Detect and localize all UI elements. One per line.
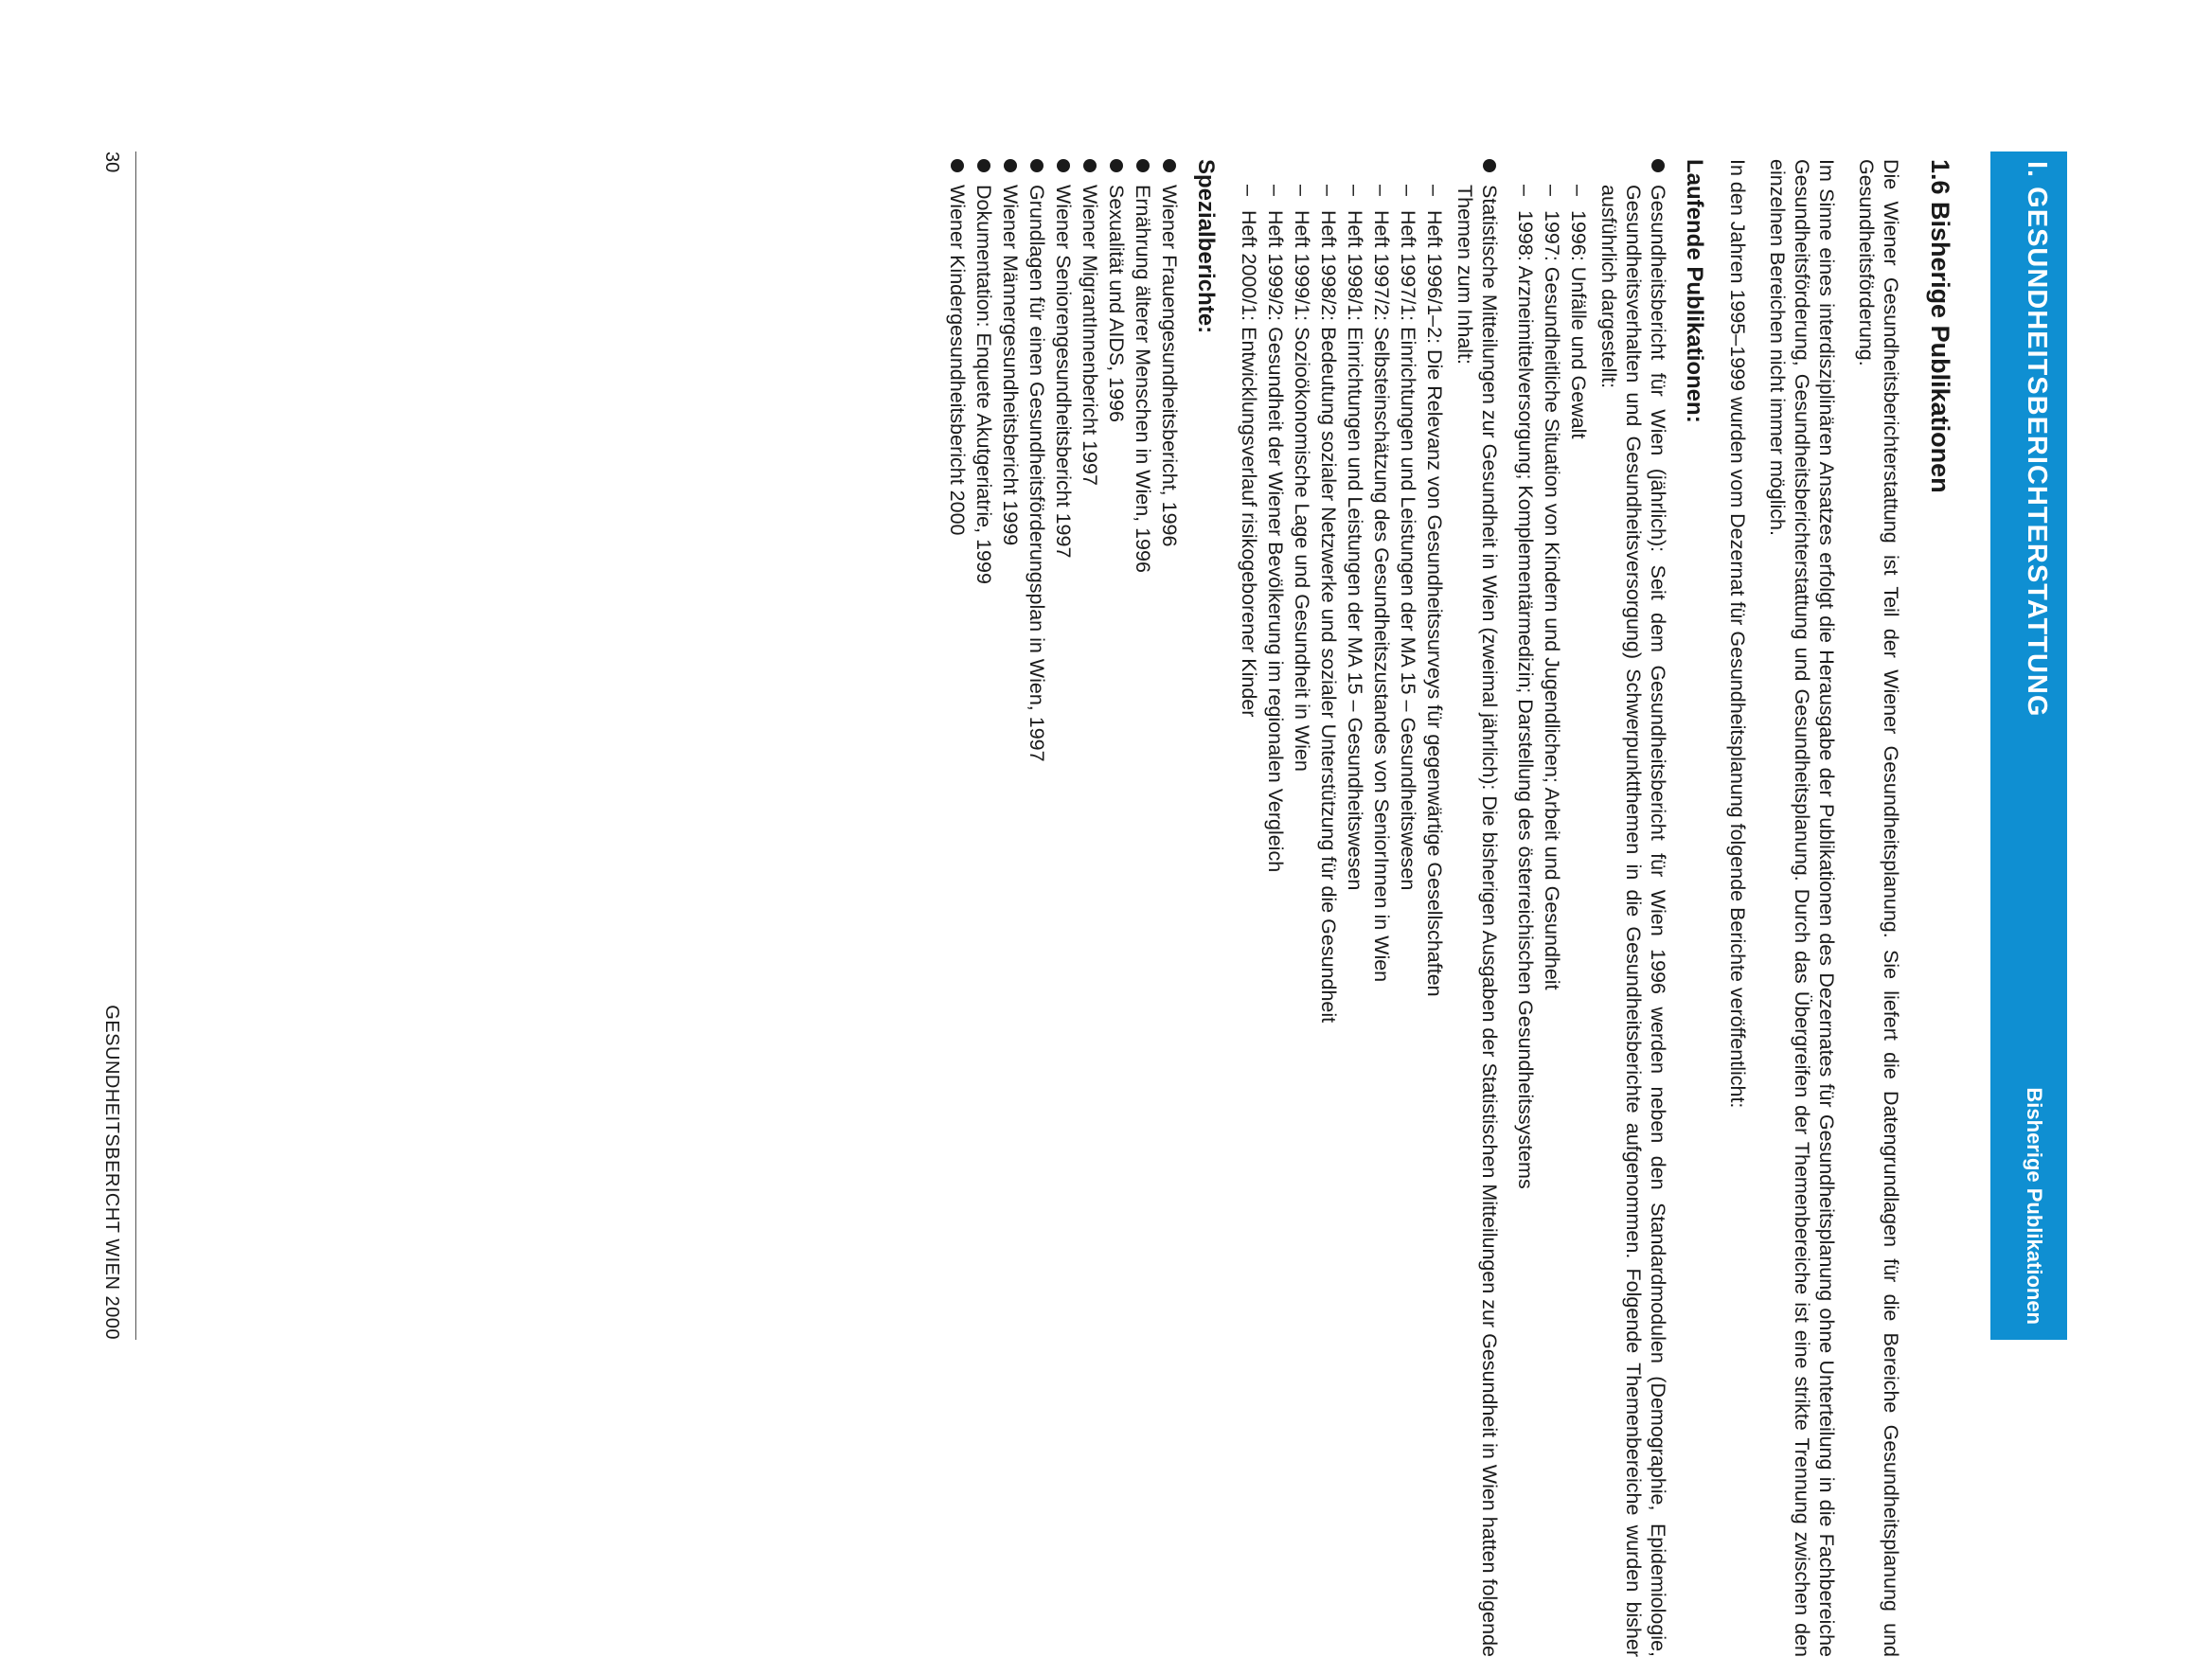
- dash-icon: –: [1370, 185, 1393, 196]
- list-item-text: Wiener Männergesundheitsbericht 1999: [999, 185, 1022, 546]
- list-item-text: Wiener Kindergesundheitsbericht 2000: [946, 185, 969, 536]
- list-item-text: Dokumentation: Enquete Akutgeriatrie, 1999: [972, 185, 995, 584]
- sub-list-item: [1290, 185, 1314, 1657]
- header-bar: [1990, 151, 2067, 1340]
- spezial-heading: Spezialberichte:: [1193, 159, 1219, 334]
- bullet-icon: [1651, 159, 1665, 172]
- list-item-text: Sexualität und AIDS, 1996: [1105, 185, 1128, 423]
- sub-list-item-text: Heft 1998/2: Bedeutung sozialer Netzwerke und sozialer Unterstützung für die Gesundheit: [1317, 210, 1340, 1024]
- laufende-heading: Laufende Publikationen:: [1682, 159, 1707, 423]
- list-item: [1078, 159, 1102, 1657]
- sub-list-item: [1396, 185, 1420, 1657]
- list-item: [1157, 159, 1182, 1657]
- list-item: [1237, 159, 1502, 1657]
- running-header-subtitle: Bisherige Publikationen: [2023, 1087, 2046, 1325]
- bullet-icon: [1004, 159, 1017, 172]
- intro-paragraph: Die Wiener Gesundheitsberichterstattung ist Teil der Wiener Gesundheitsplanung. Sie liefert die Datengrundlagen für die Bereiche Gesundheitsplanung und Gesundheitsförderung.: [1855, 159, 1902, 1657]
- bullet-icon: [1083, 159, 1097, 172]
- sub-list-item: [1513, 185, 1538, 1657]
- bullet-icon: [951, 159, 964, 172]
- footer-publication-title: GESUNDHEITSBERICHT WIEN 2000: [101, 1005, 122, 1340]
- bullet-icon: [1110, 159, 1123, 172]
- list-item: [998, 159, 1023, 1657]
- sub-list-item: [1422, 185, 1447, 1657]
- bullet-icon: [977, 159, 990, 172]
- list-item-text: Wiener Seniorengesundheitsbericht 1997: [1052, 185, 1075, 559]
- list-item: [972, 159, 996, 1657]
- dash-icon: –: [1291, 185, 1313, 196]
- sub-list-item-text: Heft 1999/1: Sozioökonomische Lage und Gesundheit in Wien: [1291, 210, 1313, 772]
- bullet-icon: [1030, 159, 1044, 172]
- sub-list-item-text: Heft 1997/1: Einrichtungen und Leistungen der MA 15 – Gesundheitswesen: [1397, 210, 1419, 891]
- list-item: [1513, 159, 1670, 1657]
- footer-rule: [135, 151, 136, 1340]
- dash-icon: –: [1238, 185, 1260, 196]
- sub-list-item: [1343, 185, 1367, 1657]
- laufende-list: [1237, 159, 1670, 1657]
- spezial-list: [945, 159, 1182, 1657]
- sub-list-item-text: Heft 1998/1: Einrichtungen und Leistungen der MA 15 – Gesundheitswesen: [1344, 210, 1366, 891]
- list-item-text: Statistische Mitteilungen zur Gesundheit in Wien (zweimal jährlich): Die bisherigen Ausgaben der Statistischen Mitteilungen zur Gesundheit in Wien hatten folgende Themen zum Inhalt:: [1454, 185, 1501, 1657]
- sub-list-item: [1369, 185, 1394, 1657]
- list-item-text: Gesundheitsbericht für Wien (jährlich): Seit dem Gesundheitsbericht für Wien 1996 werden neben den Standardmodulen (Demographie, Epidemiologie, Gesundheitsverhalten und Gesundheitsversorgung) Schwerpunktthemen in die Gesundheitsberichte aufgenommen. Folgende Themenbereiche wurden bisher ausführlich dargestellt:: [1597, 185, 1669, 1657]
- main-content: [943, 159, 1956, 1657]
- sub-list-item: [1566, 185, 1591, 1657]
- sub-list-item-text: Heft 1999/2: Gesundheit der Wiener Bevölkerung im regionalen Vergleich: [1264, 210, 1287, 873]
- approach-paragraph: Im Sinne eines interdisziplinären Ansatzes erfolgt die Herausgabe der Publikationen des Dezernates für Gesundheitsplanung ohne Unterteilung in die Fachbereiche Gesundheitsförderung, Gesundheitsberichterstattung und Gesundheitsplanung. Durch das Übergreifen der Themenbereiche ist eine strikte Trennung zwischen den einzelnen Bereichen nicht immer möglich.: [1766, 159, 1838, 1657]
- list-item: [1051, 159, 1076, 1657]
- sub-list-item: [1540, 185, 1564, 1657]
- list-item-text: Wiener MigrantInnenbericht 1997: [1079, 185, 1101, 486]
- dash-icon: –: [1264, 185, 1287, 196]
- reports-intro-paragraph: In den Jahren 1995–1999 wurden vom Dezernat für Gesundheitsplanung folgende Berichte veröffentlicht:: [1726, 159, 1749, 1109]
- dash-icon: –: [1514, 185, 1537, 196]
- dash-icon: –: [1397, 185, 1419, 196]
- dash-icon: –: [1567, 185, 1590, 196]
- sub-list-item: [1316, 185, 1341, 1657]
- dash-icon: –: [1317, 185, 1340, 196]
- sub-list-item-text: 1997: Gesundheitliche Situation von Kindern und Jugendlichen; Arbeit und Gesundheit: [1541, 210, 1563, 990]
- sub-list-item: [1237, 185, 1261, 1657]
- sub-list: [1513, 185, 1591, 1657]
- list-item: [945, 159, 970, 1657]
- dash-icon: –: [1541, 185, 1563, 196]
- sub-list-item-text: Heft 1997/2: Selbsteinschätzung des Gesundheitszustandes von SeniorInnen in Wien: [1370, 210, 1393, 983]
- sub-list-item-text: 1996: Unfälle und Gewalt: [1567, 210, 1590, 439]
- bullet-icon: [1057, 159, 1070, 172]
- dash-icon: –: [1423, 185, 1446, 196]
- sub-list-item-text: Heft 2000/1: Entwicklungsverlauf risikogeborener Kinder: [1238, 210, 1260, 718]
- list-item-text: Grundlagen für einen Gesundheitsförderungsplan in Wien, 1997: [1026, 185, 1048, 762]
- sub-list-item: [1263, 185, 1288, 1657]
- list-item-text: Ernährung älterer Menschen in Wien, 1996: [1132, 185, 1154, 573]
- sub-list-item-text: Heft 1996/1–2: Die Relevanz von Gesundheitssurveys für gegenwärtige Gesellschaften: [1423, 210, 1446, 997]
- bullet-icon: [1483, 159, 1496, 172]
- chapter-title: I. GESUNDHEITSBERICHTERSTATTUNG: [2022, 161, 2052, 718]
- bullet-icon: [1163, 159, 1176, 172]
- list-item: [1025, 159, 1049, 1657]
- sub-list: [1237, 185, 1447, 1657]
- list-item-text: Wiener Frauengesundheitsbericht, 1996: [1158, 185, 1181, 547]
- dash-icon: –: [1344, 185, 1366, 196]
- bullet-icon: [1136, 159, 1150, 172]
- list-item: [1131, 159, 1155, 1657]
- list-item: [1104, 159, 1129, 1657]
- section-title: 1.6 Bisherige Publikationen: [1926, 159, 1954, 493]
- page-number: 30: [101, 151, 122, 173]
- sub-list-item-text: 1998: Arzneimittelversorgung; Komplementärmedizin; Darstellung des österreichischen Gesundheitssystems: [1514, 210, 1537, 1189]
